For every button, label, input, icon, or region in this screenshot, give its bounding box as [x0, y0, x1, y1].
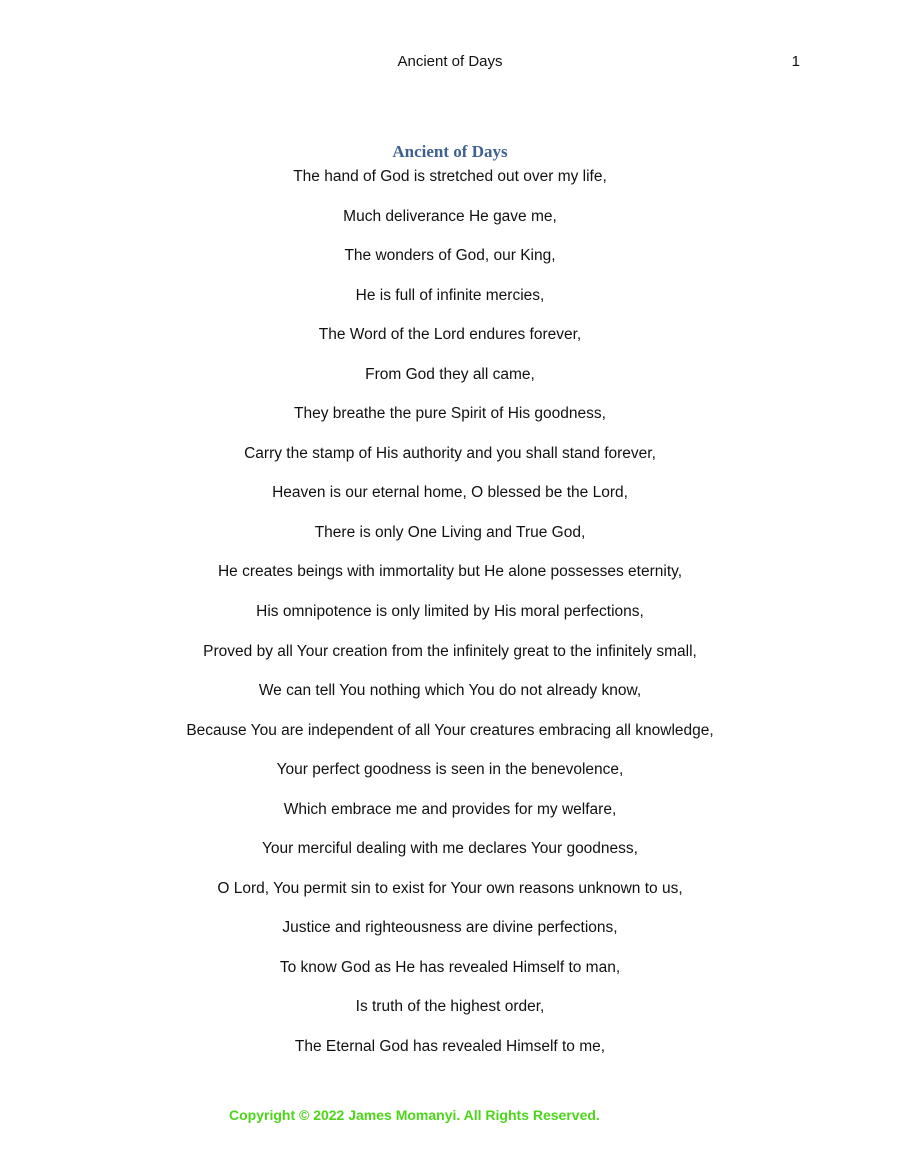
running-header-title: Ancient of Days — [397, 53, 503, 70]
poem-title: Ancient of Days — [392, 142, 508, 161]
poem-line: Much deliverance He gave me, — [343, 207, 557, 225]
poem-line: From God they all came, — [365, 365, 535, 383]
poem-line: The wonders of God, our King, — [344, 247, 556, 265]
poem-line: The Eternal God has revealed Himself to me, — [294, 1038, 606, 1056]
poem-line: They breathe the pure Spirit of His goodness, — [294, 405, 606, 423]
poem-line: Proved by all Your creation from the infinitely great to the infinitely small, — [203, 642, 697, 660]
poem-lines — [0, 166, 900, 1076]
copyright-notice: Copyright © 2022 James Momanyi. All Rights Reserved. — [229, 1107, 600, 1123]
poem-line: Because You are independent of all Your creatures embracing all knowledge, — [186, 721, 714, 739]
poem-line: The Word of the Lord endures forever, — [318, 326, 582, 344]
poem-line: Which embrace me and provides for my welfare, — [283, 800, 617, 818]
poem-line: Carry the stamp of His authority and you shall stand forever, — [244, 444, 656, 462]
poem-line: O Lord, You permit sin to exist for Your own reasons unknown to us, — [217, 879, 683, 897]
poem-line: To know God as He has revealed Himself to man, — [279, 958, 621, 976]
poem-line: He creates beings with immortality but He alone possesses eternity, — [217, 563, 683, 581]
poem-line: He is full of infinite mercies, — [355, 286, 545, 304]
poem-line: Is truth of the highest order, — [355, 998, 545, 1016]
poem-line: Heaven is our eternal home, O blessed be the Lord, — [272, 484, 628, 502]
poem-line: We can tell You nothing which You do not already know, — [258, 682, 642, 700]
poem-line: His omnipotence is only limited by His moral perfections, — [256, 603, 644, 621]
poem-line: The hand of God is stretched out over my life, — [293, 168, 607, 185]
page-number: 1 — [791, 53, 800, 70]
poem-line: There is only One Living and True God, — [314, 523, 586, 541]
poem-line: Justice and righteousness are divine perfections, — [282, 919, 618, 937]
poem-line: Your perfect goodness is seen in the benevolence, — [276, 761, 624, 779]
poem-line: Your merciful dealing with me declares Your goodness, — [262, 840, 638, 858]
